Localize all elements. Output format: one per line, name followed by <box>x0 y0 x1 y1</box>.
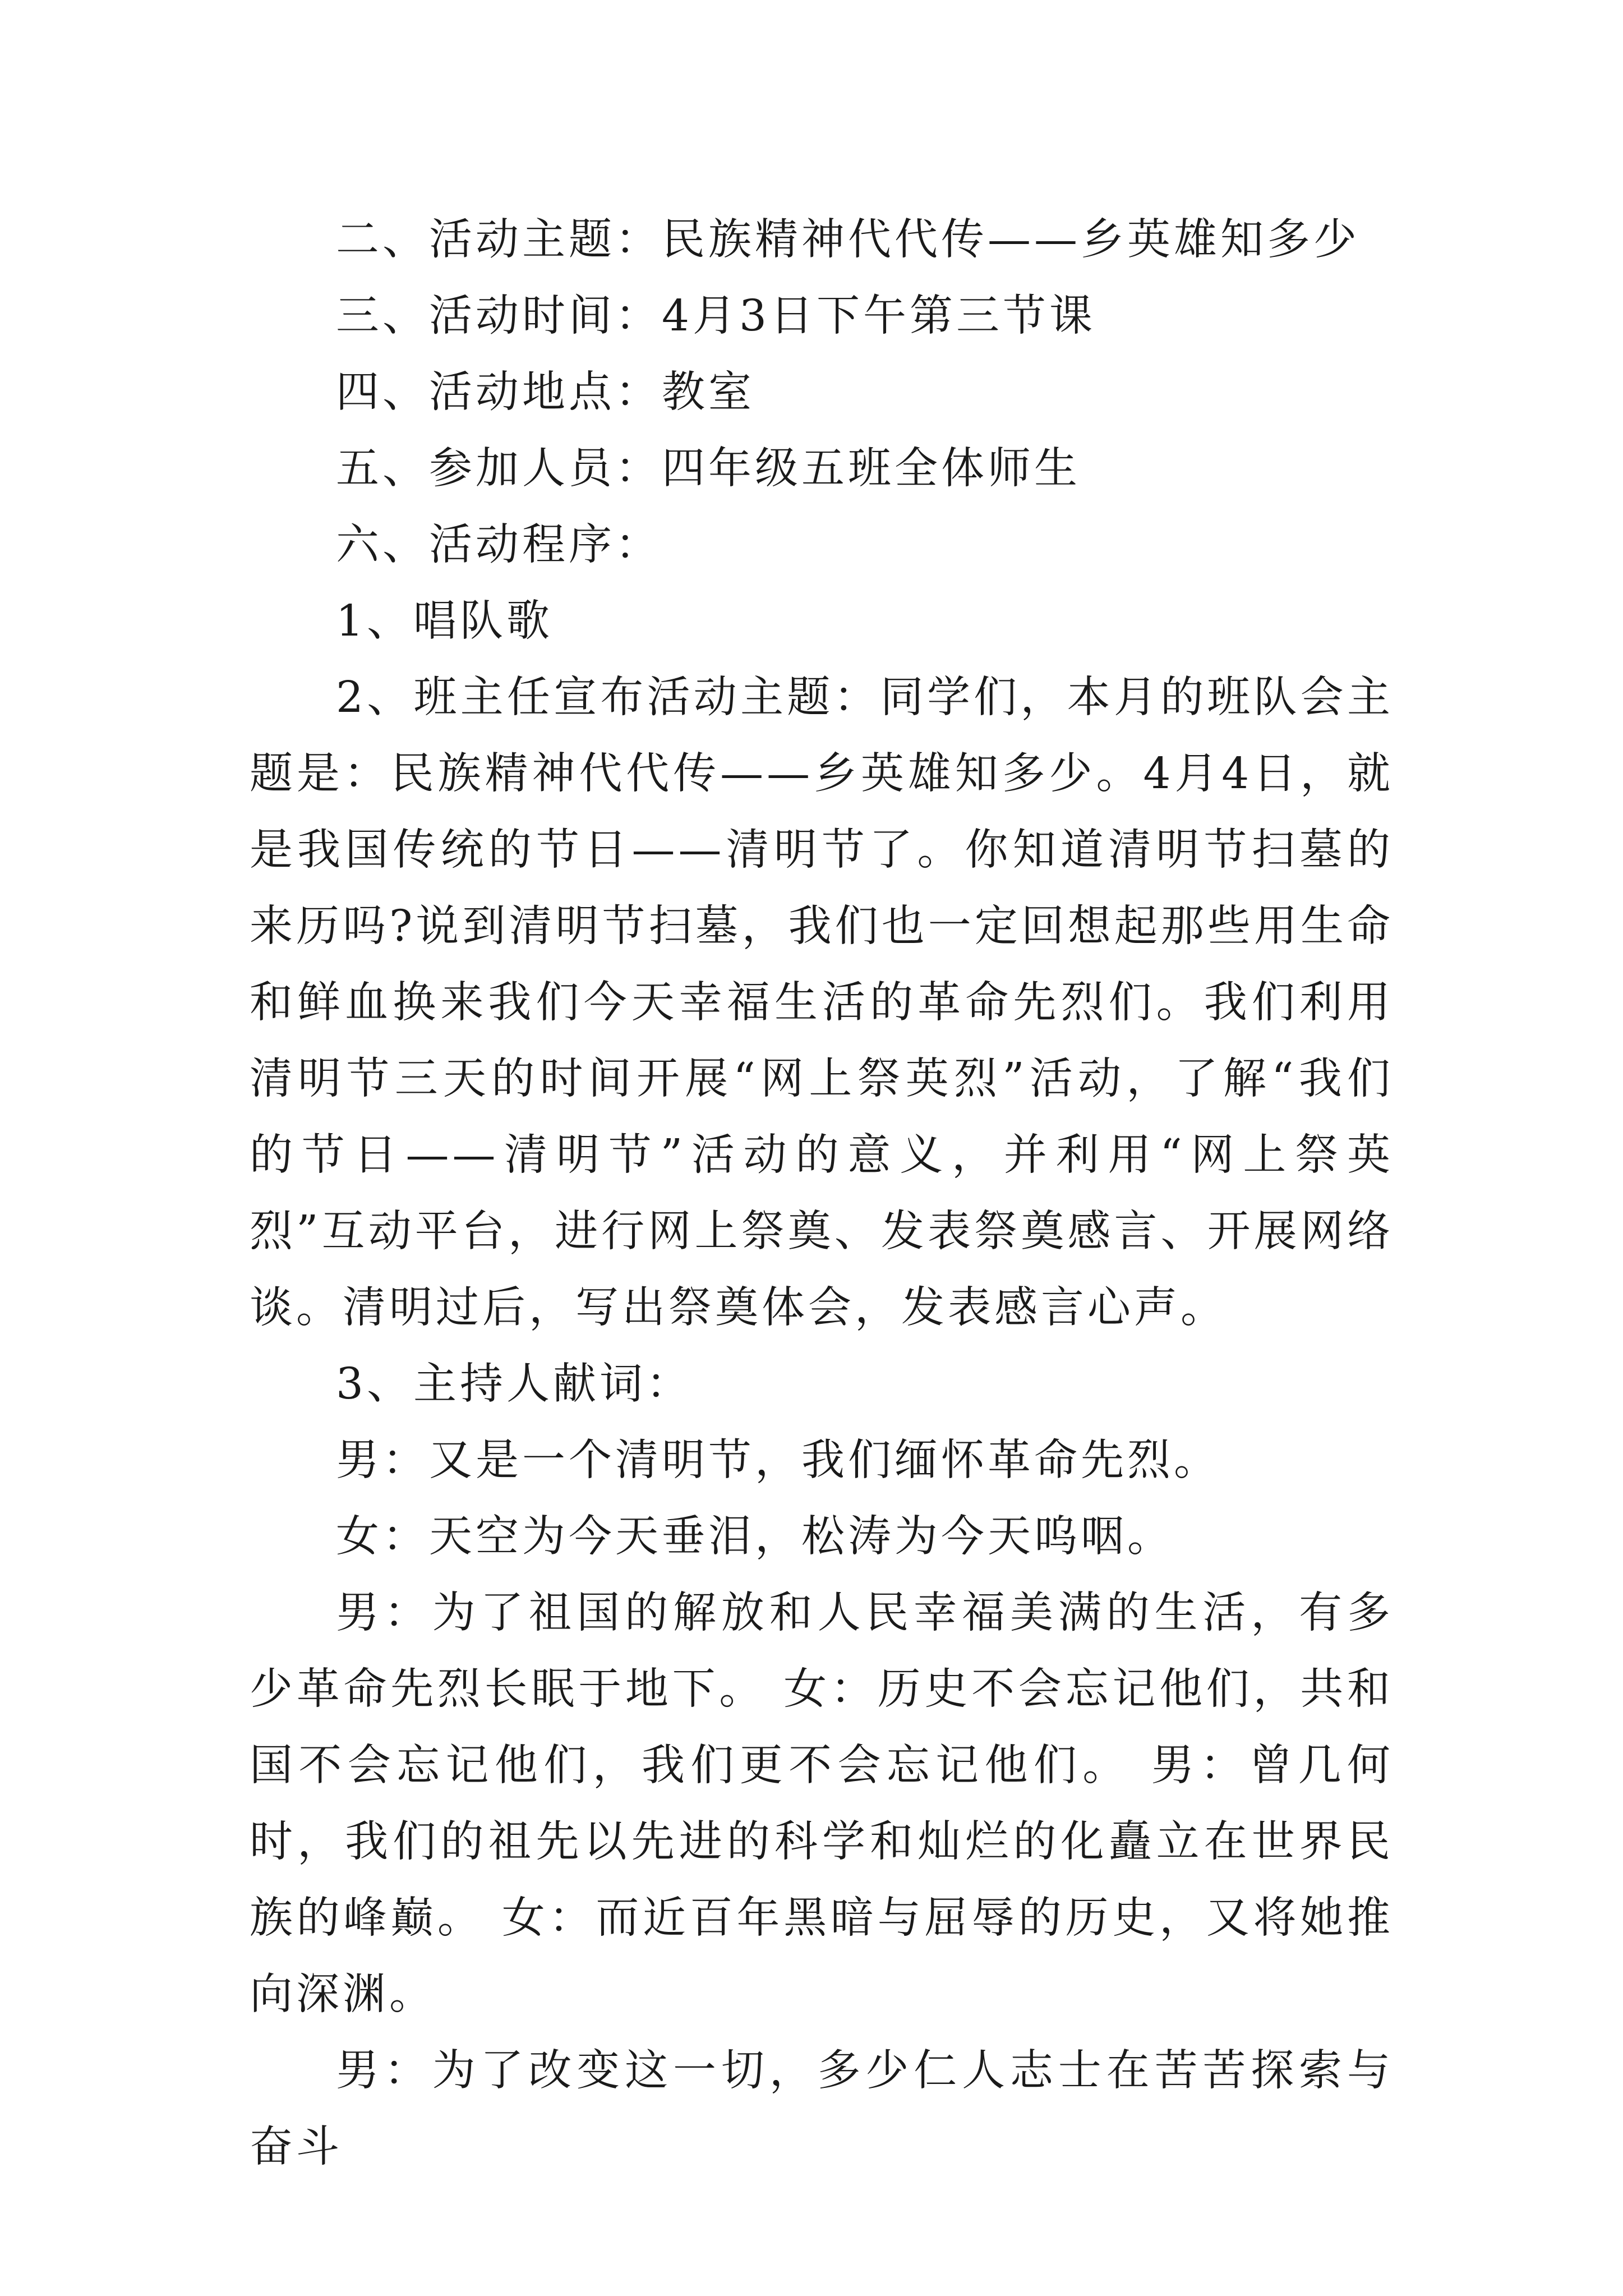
paragraph-dialogue-3: 男：为了祖国的解放和人民幸福美满的生活，有多少革命先烈长眠于地下。 女：历史不会忘记他们，共和国不会忘记他们，我们更不会忘记他们。 男：曾几何时，我们的祖先以先进的科学和灿烂的化矗立在世界民族的峰巅。 女：而近百年黑暗与屈辱的历史，又将她推向深渊。 <box>250 1588 1394 2019</box>
document-body <box>250 202 1394 2185</box>
paragraph-dialogue-2: 女：天空为今天垂泪，松涛为今天呜咽。 <box>336 1512 1174 1562</box>
paragraph-time: 三、活动时间：4月3日下午第三节课 <box>336 291 1096 341</box>
paragraph-location: 四、活动地点：教室 <box>336 367 755 417</box>
paragraph-step-1: 1、唱队歌 <box>336 596 553 646</box>
paragraph-dialogue-1: 男：又是一个清明节，我们缅怀革命先烈。 <box>336 1435 1220 1485</box>
paragraph-theme: 二、活动主题：民族精神代代传——乡英雄知多少 <box>336 215 1360 265</box>
paragraph-procedure-heading: 六、活动程序： <box>336 520 662 570</box>
paragraph-step-2: 2、班主任宣布活动主题：同学们，本月的班队会主题是：民族精神代代传——乡英雄知多少。4月4日，就是我国传统的节日——清明节了。你知道清明节扫墓的来历吗?说到清明节扫墓，我们也一定回想起那些用生命和鲜血换来我们今天幸福生活的革命先烈们。我们利用清明节三天的时间开展“网上祭英烈”活动，了解“我们的节日——清明节”活动的意义，并利用“网上祭英烈”互动平台，进行网上祭奠、发表祭奠感言、开展网络谈。清明过后，写出祭奠体会，发表感言心声。 <box>250 673 1394 1333</box>
paragraph-step-3: 3、主持人献词： <box>336 1359 693 1409</box>
paragraph-dialogue-4: 男：为了改变这一切，多少仁人志士在苦苦探索与奋斗 <box>250 2046 1394 2172</box>
paragraph-participants: 五、参加人员：四年级五班全体师生 <box>336 444 1081 494</box>
